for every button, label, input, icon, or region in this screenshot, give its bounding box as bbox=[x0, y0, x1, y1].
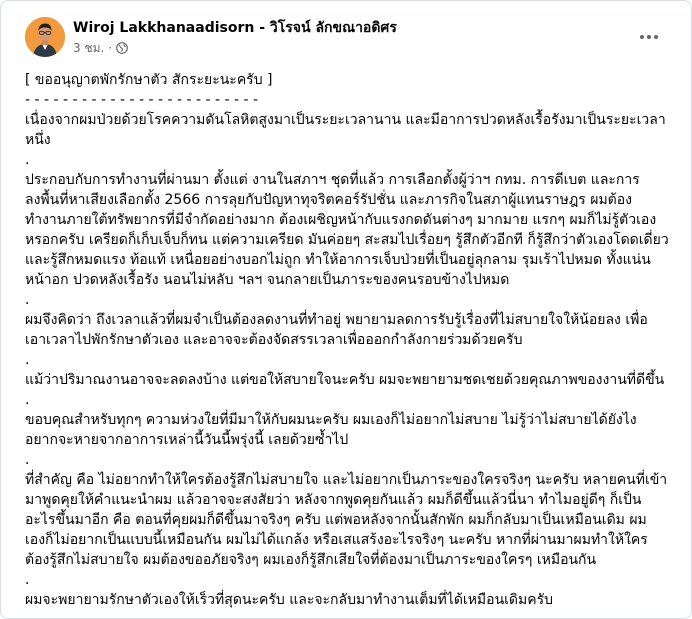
post-text-line: ที่สำคัญ คือ ไม่อยากทำให้ใครต้องรู้สึกไม่สบายใจ และไม่อยากเป็นภาระของใครจริงๆ นะครับ หลายคนที่เข้า bbox=[25, 472, 668, 488]
post-text-line: ขอบคุณสำหรับทุกๆ ความห่วงใยที่มีมาให้กับผมนะครับ ผมเองก็ไม่อยากไม่สบาย ไม่รู้ว่าไม่สบายได้ยังไง bbox=[25, 412, 637, 428]
post-text-line: . bbox=[25, 572, 30, 588]
post-text-line: ต้องรู้สึกไม่สบายใจ ผมต้องขออภัยจริงๆ ผมเองก็รู้สึกเสียใจที่ต้องมาเป็นภาระของใครๆ เหมือนกัน bbox=[25, 552, 597, 568]
post-text-line: เอาเวลาไปพักรักษาตัวเอง และอาจจะต้องจัดสรรเวลาเพื่อออกกำลังกายร่วมด้วยครับ bbox=[25, 332, 523, 348]
post-text-line: . bbox=[25, 452, 30, 468]
post-text-line: หน้าอก ปวดหลังเรื้อรัง นอนไม่หลับ ฯลฯ จนกลายเป็นภาระของคนรอบข้างไปหมด bbox=[25, 272, 510, 288]
post-text-line: . bbox=[25, 392, 30, 408]
author-name[interactable]: Wiroj Lakkhanaadisorn - วิโรจน์ ลักขณาอดิศร bbox=[73, 20, 397, 36]
post-text-line: ผมจะพยายามรักษาตัวเองให้เร็วที่สุดนะครับ และจะกลับมาทำงานเต็มที่ได้เหมือนเดิมครับ bbox=[25, 592, 554, 608]
post-text-line: ประกอบกับการทำงานที่ผ่านมา ตั้งแต่ งานในสภาฯ ชุดที่แล้ว การเลือกตั้งผู้ว่าฯ กทม. การดีเบต และการ bbox=[25, 172, 640, 188]
post-text-line: [ ขออนุญาตพักรักษาตัว สักระยะนะครับ ] bbox=[25, 72, 273, 88]
post-header bbox=[25, 17, 671, 59]
avatar[interactable] bbox=[25, 17, 65, 57]
post-text-line: มาพูดคุยให้คำแนะนำผม แล้วอาจจะสงสัยว่า หลังจากพูดคุยกันแล้ว ผมก็ดีขึ้นแล้วนี่นา ทำไมอยู่ดีๆ ก็เป็น bbox=[25, 492, 642, 508]
post-text-line: อยากจะหายจากอาการเหล่านี้วันนี้พรุ่งนี้ เลยด้วยซ้ำไป bbox=[25, 432, 349, 448]
post-text-line: และรู้สึกหมดแรง ท้อแท้ เหนื่อยอย่างบอกไม่ถูก ทำให้อาการเจ็บป่วยที่เป็นอยู่ลุกลาม รุมเร้าไปหมด ทั้งแน่น bbox=[25, 252, 651, 268]
globe-icon[interactable] bbox=[116, 42, 128, 54]
post-text-line: ลงพื้นที่หาเสียงเลือกตั้ง 2566 การลุยกับปัญหาทุจริตคอร์รัปชั่น และภารกิจในสภาผู้แทนราษฎร ผมต้อง bbox=[25, 192, 633, 208]
meta-separator: · bbox=[108, 41, 113, 55]
post-meta bbox=[73, 40, 128, 56]
post-text-line: ทำงานภายใต้ทรัพยากรที่มีจำกัดอย่างมาก ต้องเผชิญหน้ากับแรงกดดันต่างๆ มากมาย แรกๆ ผมก็ไม่รู้ตัวเอง bbox=[25, 212, 657, 228]
post-body bbox=[25, 70, 673, 610]
post-text-line: แม้ว่าปริมาณงานอาจจะลดลงบ้าง แต่ขอให้สบายใจนะครับ ผมจะพยายามชดเชยด้วยคุณภาพของงานที่ดีขึ้น bbox=[25, 372, 665, 388]
post-text-line: หรอกครับ เครียดก็เก็บเจ็บก็ทน แต่ความเครียด มันค่อยๆ สะสมไปเรื่อยๆ รู้สึกตัวอีกที ก็รู้สึกว่าตัวเองโดดเดี่ยว bbox=[25, 232, 669, 248]
post-text-line: . bbox=[25, 352, 30, 368]
post-text-line: เนื่องจากผมป่วยด้วยโรคความดันโลหิตสูงมาเป็นระยะเวลานาน และมีอาการปวดหลังเรื้อรังมาเป็นระยะเวลา bbox=[25, 112, 666, 128]
more-options-button[interactable] bbox=[635, 23, 663, 51]
post-text-line: อะไรขึ้นมาอีก คือ ตอนที่คุยผมก็ดีขึ้นมาจริงๆ ครับ แต่พอหลังจากนั้นสักพัก ผมก็กลับมาเป็นเหมือนเดิม ผม bbox=[25, 512, 647, 528]
post-time[interactable]: 3 ชม. bbox=[73, 41, 105, 55]
post-text-line: เองก็ไม่อยากเป็นแบบนี้เหมือนกัน ผมไม่ได้แกล้ง หรือเสแสร้งอะไรจริงๆ นะครับ หากที่ผ่านมาผมทำให้ใคร bbox=[25, 532, 648, 548]
post-text-line: หนึ่ง bbox=[25, 132, 51, 148]
post-text-line: . bbox=[25, 152, 30, 168]
post-text-line: ผมจึงคิดว่า ถึงเวลาแล้วที่ผมจำเป็นต้องลดงานที่ทำอยู่ พยายามลดการรับรู้เรื่องที่ไม่สบายใจให้น้อยลง เพื่อ bbox=[25, 312, 648, 328]
post-text-line: . bbox=[25, 292, 30, 308]
more-options-icon bbox=[639, 34, 659, 40]
post-text-line: - - - - - - - - - - - - - - - - - - - - - - - - - bbox=[25, 92, 259, 108]
